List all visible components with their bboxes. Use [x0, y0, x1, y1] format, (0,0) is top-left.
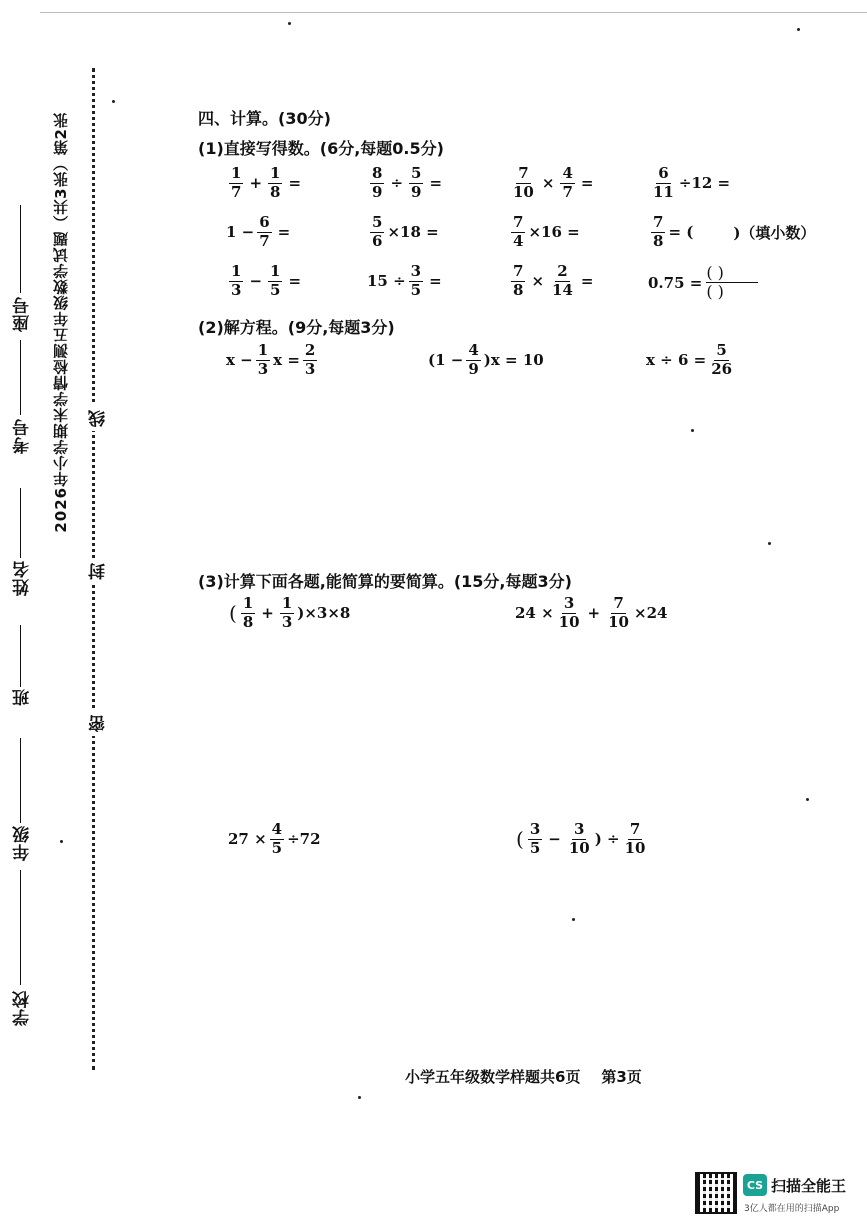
name-label: 姓名 [13, 560, 33, 596]
seal-char-line: 线 [86, 405, 111, 431]
calc-problem-4: ( $\frac{3}{5}$ − $\frac{3}{10}$ ) ÷ $\frac{7}{10}$ [516, 820, 646, 857]
scan-speck [60, 840, 63, 843]
problem-1-10: 15 ÷ $\frac{3}{5}$ = [367, 262, 442, 299]
seal-char-secret: 密 [86, 710, 111, 736]
problem-1-11: $\frac{7}{8}$ × $\frac{2}{14}$ = [513, 262, 594, 299]
school-label: 学校 [13, 990, 33, 1026]
seat-blank [20, 205, 21, 293]
fraction: $\frac{3}{10}$ [558, 594, 580, 631]
class-blank [20, 625, 21, 687]
scan-speck [691, 429, 694, 432]
fraction: $\frac{5}{26}$ [711, 341, 733, 378]
fraction: $\frac{1}{3}$ [281, 594, 293, 631]
part1-heading: (1)直接写得数。(6分,每题0.5分) [198, 139, 444, 158]
fraction: $\frac{1}{3}$ [231, 262, 242, 299]
top-edge-line [40, 12, 867, 13]
scan-speck [806, 798, 809, 801]
equation-1: x − $\frac{1}{3}$ x = $\frac{2}{3}$ [226, 341, 316, 378]
exam-no-label: 考号 [13, 418, 33, 454]
scan-speck [288, 22, 291, 25]
fraction: $\frac{7}{10}$ [513, 164, 534, 201]
scan-speck [572, 918, 575, 921]
fraction: $\frac{3}{5}$ [410, 262, 422, 299]
scanner-logo: CS [743, 1174, 767, 1196]
fraction: $\frac{7}{10}$ [608, 594, 629, 631]
fraction: $\frac{3}{10}$ [568, 820, 590, 857]
problem-1-4: $\frac{6}{11}$ ÷12 = [653, 164, 731, 201]
calc-problem-1: ( $\frac{1}{8}$ + $\frac{1}{3}$ )×3×8 [229, 594, 351, 631]
scan-speck [112, 100, 115, 103]
qr-code [695, 1172, 737, 1214]
fraction: $\frac{6}{7}$ [259, 213, 270, 250]
fraction: $\frac{7}{4}$ [513, 213, 524, 250]
problem-1-12: 0.75 = ( ) ( ) [648, 264, 758, 301]
fraction: $\frac{2}{3}$ [304, 341, 316, 378]
calc-problem-2: 24 × $\frac{3}{10}$ + $\frac{7}{10}$ ×24 [515, 594, 668, 631]
fraction: $\frac{4}{9}$ [468, 341, 479, 378]
scan-speck [358, 1096, 361, 1099]
part3-heading: (3)计算下面各题,能简算的要简算。(15分,每题3分) [198, 572, 572, 591]
fraction: $\frac{7}{8}$ [513, 262, 524, 299]
seal-char-seal: 封 [86, 558, 111, 584]
fraction: $\frac{6}{11}$ [653, 164, 674, 201]
fraction: $\frac{1}{5}$ [270, 262, 281, 299]
fraction: $\frac{1}{7}$ [231, 164, 242, 201]
fraction: $\frac{1}{3}$ [257, 341, 269, 378]
page-footer: 小学五年级数学样题共6页 第3页 [405, 1068, 642, 1086]
equation-3: x ÷ 6 = $\frac{5}{26}$ [646, 341, 733, 378]
fraction: $\frac{7}{10}$ [624, 820, 646, 857]
scan-speck [768, 542, 771, 545]
class-label: 班 [13, 688, 33, 706]
fraction: $\frac{4}{7}$ [562, 164, 573, 201]
scan-speck [797, 28, 800, 31]
fraction: $\frac{4}{5}$ [271, 820, 283, 857]
seat-label: 座号 [13, 296, 33, 332]
problem-1-5: 1 − $\frac{6}{7}$ = [226, 213, 291, 250]
fraction: $\frac{1}{8}$ [270, 164, 281, 201]
problem-1-9: $\frac{1}{3}$ − $\frac{1}{5}$ = [231, 262, 302, 299]
fraction: $\frac{8}{9}$ [372, 164, 383, 201]
grade-blank [20, 738, 21, 823]
problem-1-1: $\frac{1}{7}$ + $\frac{1}{8}$ = [231, 164, 302, 201]
equation-2: (1 − $\frac{4}{9}$ )x = 10 [428, 341, 544, 378]
problem-1-2: $\frac{8}{9}$ ÷ $\frac{5}{9}$ = [372, 164, 443, 201]
fraction: $\frac{5}{6}$ [372, 213, 383, 250]
section-heading: 四、计算。(30分) [198, 109, 331, 128]
exam-title: 2026年小学期末学情检测五年级数学试题（共3张）第2张 [52, 112, 70, 533]
fraction: $\frac{1}{8}$ [242, 594, 254, 631]
school-blank [20, 870, 21, 985]
problem-1-3: $\frac{7}{10}$ × $\frac{4}{7}$ = [513, 164, 594, 201]
scanner-tagline: 3亿人都在用的扫描App [744, 1204, 840, 1214]
calc-problem-3: 27 × $\frac{4}{5}$ ÷72 [228, 820, 321, 857]
grade-label: 年级 [13, 825, 33, 861]
part2-heading: (2)解方程。(9分,每题3分) [198, 318, 395, 337]
name-blank [20, 488, 21, 558]
problem-1-7: $\frac{7}{4}$ ×16 = [513, 213, 580, 250]
problem-1-8: $\frac{7}{8}$ = ( )（填小数） [653, 213, 816, 250]
scanner-name: 扫描全能王 [771, 1177, 847, 1195]
fraction: $\frac{5}{9}$ [411, 164, 422, 201]
exam-no-blank [20, 340, 21, 415]
fraction: $\frac{2}{14}$ [552, 262, 573, 299]
fraction: $\frac{7}{8}$ [653, 213, 664, 250]
fraction: $\frac{3}{5}$ [529, 820, 541, 857]
answer-blank-fraction: ( ) ( ) [706, 264, 758, 301]
problem-1-6: $\frac{5}{6}$ ×18 = [372, 213, 439, 250]
